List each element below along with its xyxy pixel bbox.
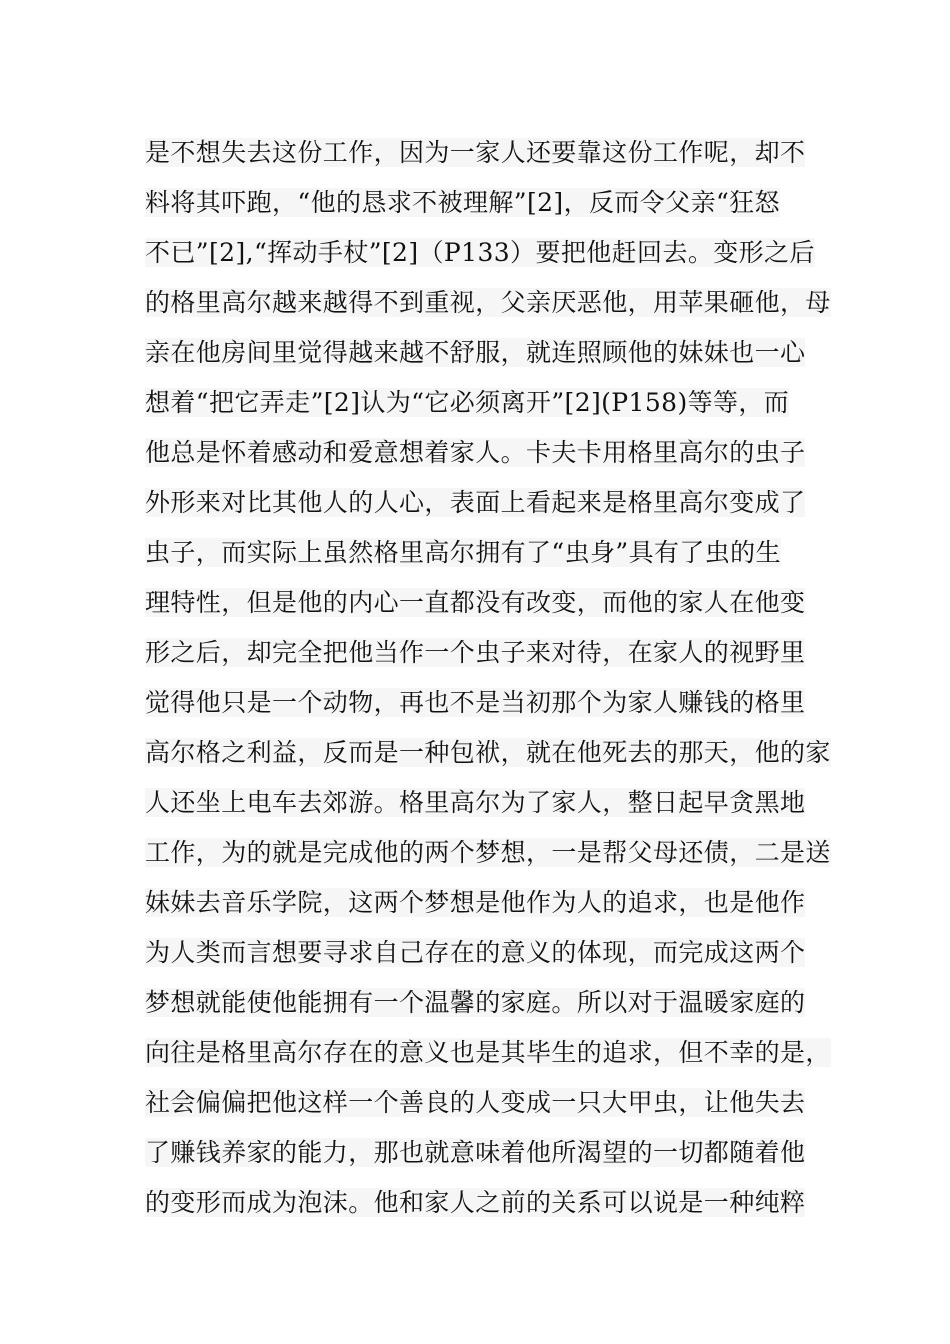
text-line-content: 妹妹去音乐学院，这两个梦想是他作为人的追求，也是他作 [145, 888, 806, 917]
text-line-content: 形之后，却完全把他当作一个虫子来对待，在家人的视野里 [145, 638, 806, 667]
text-line [145, 228, 845, 278]
text-line [145, 778, 845, 828]
text-line-content: 梦想就能使他能拥有一个温馨的家庭。所以对于温暖家庭的 [145, 988, 806, 1017]
text-line [145, 528, 845, 578]
text-line-content: 想着“把它弄走”[2]认为“它必须离开”[2](P158)等等，而 [145, 388, 790, 417]
text-line-content: 是不想失去这份工作，因为一家人还要靠这份工作呢，却不 [145, 138, 806, 167]
text-line [145, 628, 845, 678]
text-line-content: 向往是格里高尔存在的意义也是其毕生的追求，但不幸的是， [145, 1038, 831, 1067]
text-line [145, 128, 845, 178]
text-line [145, 378, 845, 428]
text-line-content: 人还坐上电车去郊游。格里高尔为了家人，整日起早贪黑地 [145, 788, 806, 817]
text-line [145, 428, 845, 478]
text-line [145, 578, 845, 628]
text-line-content: 亲在他房间里觉得越来越不舒服，就连照顾他的妹妹也一心 [145, 338, 806, 367]
text-line-content: 理特性，但是他的内心一直都没有改变，而他的家人在他变 [145, 588, 806, 617]
text-line-content: 为人类而言想要寻求自己存在的意义的体现，而完成这两个 [145, 938, 806, 967]
text-line [145, 1078, 845, 1128]
text-line [145, 1028, 845, 1078]
text-line [145, 278, 845, 328]
text-line [145, 1178, 845, 1228]
text-line-content: 的格里高尔越来越得不到重视，父亲厌恶他，用苹果砸他，母 [145, 288, 831, 317]
text-line [145, 1128, 845, 1178]
body-paragraph [145, 128, 845, 1228]
text-line-content: 了赚钱养家的能力，那也就意味着他所渴望的一切都随着他 [145, 1138, 806, 1167]
text-line-content: 外形来对比其他人的人心，表面上看起来是格里高尔变成了 [145, 488, 806, 517]
text-line [145, 478, 845, 528]
text-line-content: 工作，为的就是完成他的两个梦想，一是帮父母还债，二是送 [145, 838, 831, 867]
text-line [145, 928, 845, 978]
text-line-content: 料将其吓跑，“他的恳求不被理解”[2]，反而令父亲“狂怒 [145, 188, 780, 217]
text-line-content: 虫子，而实际上虽然格里高尔拥有了“虫身”具有了虫的生 [145, 538, 781, 567]
text-line [145, 828, 845, 878]
text-line-content: 他总是怀着感动和爱意想着家人。卡夫卡用格里高尔的虫子 [145, 438, 806, 467]
text-line [145, 678, 845, 728]
text-line [145, 328, 845, 378]
text-line-content: 高尔格之利益，反而是一种包袱，就在他死去的那天，他的家 [145, 738, 831, 767]
text-line-content: 不已”[2],“挥动手杖”[2]（P133）要把他赶回去。变形之后 [145, 238, 815, 267]
text-line-content: 觉得他只是一个动物，再也不是当初那个为家人赚钱的格里 [145, 688, 806, 717]
text-line [145, 978, 845, 1028]
text-line-content: 社会偏偏把他这样一个善良的人变成一只大甲虫，让他失去 [145, 1088, 806, 1117]
text-line-content: 的变形而成为泡沫。他和家人之前的关系可以说是一种纯粹 [145, 1188, 806, 1217]
text-line [145, 878, 845, 928]
text-line [145, 728, 845, 778]
text-line [145, 178, 845, 228]
